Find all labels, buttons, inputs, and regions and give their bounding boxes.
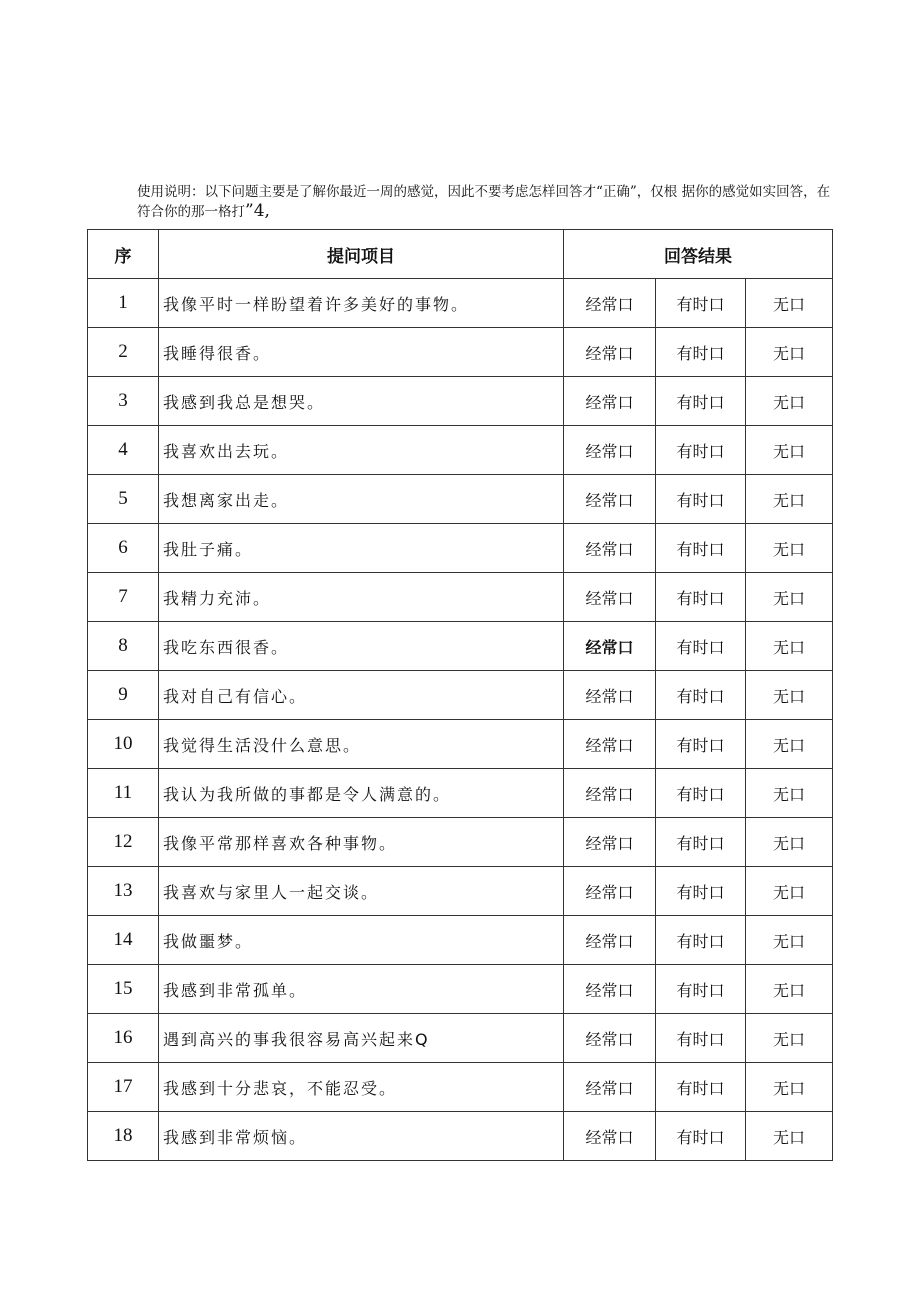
table-row [88,475,833,524]
option-often[interactable]: 经常口 [564,965,656,1014]
row-index: 16 [88,1014,159,1063]
option-often[interactable]: 经常口 [564,818,656,867]
table-row [88,671,833,720]
option-often[interactable]: 经常口 [564,1112,656,1161]
option-never[interactable]: 无口 [746,426,833,475]
row-question: 遇到高兴的事我很容易高兴起来Q [159,1014,564,1063]
row-index: 18 [88,1112,159,1161]
row-index: 2 [88,328,159,377]
row-index: 7 [88,573,159,622]
row-index: 3 [88,377,159,426]
option-sometimes[interactable]: 有时口 [656,867,746,916]
row-question: 我想离家出走。 [159,475,564,524]
table-row [88,769,833,818]
row-index: 17 [88,1063,159,1112]
table-row [88,965,833,1014]
option-sometimes[interactable]: 有时口 [656,279,746,328]
table-row [88,328,833,377]
option-never[interactable]: 无口 [746,1112,833,1161]
table-row [88,1063,833,1112]
option-never[interactable]: 无口 [746,769,833,818]
table-row [88,916,833,965]
row-index: 1 [88,279,159,328]
row-index: 12 [88,818,159,867]
option-sometimes[interactable]: 有时口 [656,769,746,818]
option-often[interactable]: 经常口 [564,671,656,720]
row-index: 6 [88,524,159,573]
row-question: 我感到我总是想哭。 [159,377,564,426]
option-often[interactable]: 经常口 [564,475,656,524]
option-often[interactable]: 经常口 [564,622,656,671]
option-often[interactable]: 经常口 [564,524,656,573]
option-never[interactable]: 无口 [746,377,833,426]
row-index: 13 [88,867,159,916]
row-index: 10 [88,720,159,769]
option-sometimes[interactable]: 有时口 [656,426,746,475]
option-often[interactable]: 经常口 [564,1063,656,1112]
option-often[interactable]: 经常口 [564,1014,656,1063]
table-row [88,573,833,622]
row-question: 我睡得很香。 [159,328,564,377]
option-sometimes[interactable]: 有时口 [656,671,746,720]
option-never[interactable]: 无口 [746,475,833,524]
option-never[interactable]: 无口 [746,573,833,622]
row-question: 我对自己有信心。 [159,671,564,720]
table-row [88,1112,833,1161]
table-row [88,818,833,867]
option-never[interactable]: 无口 [746,818,833,867]
option-often[interactable]: 经常口 [564,720,656,769]
option-sometimes[interactable]: 有时口 [656,1014,746,1063]
table-row [88,279,833,328]
row-question: 我感到非常烦恼。 [159,1112,564,1161]
row-question: 我认为我所做的事都是令人满意的。 [159,769,564,818]
row-question: 我像平常那样喜欢各种事物。 [159,818,564,867]
row-index: 5 [88,475,159,524]
option-never[interactable]: 无口 [746,671,833,720]
row-question: 我吃东西很香。 [159,622,564,671]
option-never[interactable]: 无口 [746,524,833,573]
row-question: 我肚子痛。 [159,524,564,573]
row-question: 我喜欢出去玩。 [159,426,564,475]
option-sometimes[interactable]: 有时口 [656,573,746,622]
table-header-row [88,230,833,279]
option-sometimes[interactable]: 有时口 [656,377,746,426]
option-sometimes[interactable]: 有时口 [656,1063,746,1112]
instructions-tail: ”4, [245,201,270,221]
instructions [137,183,837,222]
option-often[interactable]: 经常口 [564,573,656,622]
option-sometimes[interactable]: 有时口 [656,328,746,377]
option-never[interactable]: 无口 [746,328,833,377]
option-never[interactable]: 无口 [746,622,833,671]
row-question: 我像平时一样盼望着许多美好的事物。 [159,279,564,328]
header-answer: 回答结果 [564,230,833,279]
header-question: 提问项目 [159,230,564,279]
option-never[interactable]: 无口 [746,720,833,769]
option-never[interactable]: 无口 [746,867,833,916]
option-sometimes[interactable]: 有时口 [656,916,746,965]
table-row [88,426,833,475]
row-index: 9 [88,671,159,720]
table-row [88,720,833,769]
option-often[interactable]: 经常口 [564,867,656,916]
option-sometimes[interactable]: 有时口 [656,720,746,769]
option-sometimes[interactable]: 有时口 [656,818,746,867]
row-question: 我感到十分悲哀，不能忍受。 [159,1063,564,1112]
survey-table [87,229,833,1161]
table-row [88,377,833,426]
option-often[interactable]: 经常口 [564,769,656,818]
row-question: 我喜欢与家里人一起交谈。 [159,867,564,916]
option-never[interactable]: 无口 [746,916,833,965]
option-never[interactable]: 无口 [746,1063,833,1112]
row-index: 8 [88,622,159,671]
table-row [88,1014,833,1063]
option-sometimes[interactable]: 有时口 [656,1112,746,1161]
option-sometimes[interactable]: 有时口 [656,524,746,573]
row-question: 我感到非常孤单。 [159,965,564,1014]
option-never[interactable]: 无口 [746,965,833,1014]
row-question: 我做噩梦。 [159,916,564,965]
option-often[interactable]: 经常口 [564,328,656,377]
row-index: 4 [88,426,159,475]
row-question: 我觉得生活没什么意思。 [159,720,564,769]
table-row [88,622,833,671]
table-row [88,867,833,916]
option-never[interactable]: 无口 [746,1014,833,1063]
row-index: 14 [88,916,159,965]
row-index: 15 [88,965,159,1014]
row-question: 我精力充沛。 [159,573,564,622]
option-often[interactable]: 经常口 [564,279,656,328]
option-sometimes[interactable]: 有时口 [656,965,746,1014]
header-index: 序 [88,230,159,279]
option-often[interactable]: 经常口 [564,377,656,426]
row-index: 11 [88,769,159,818]
option-sometimes[interactable]: 有时口 [656,622,746,671]
option-never[interactable]: 无口 [746,279,833,328]
option-sometimes[interactable]: 有时口 [656,475,746,524]
option-often[interactable]: 经常口 [564,426,656,475]
option-often[interactable]: 经常口 [564,916,656,965]
table-row [88,524,833,573]
instructions-text: 使用说明：以下问题主要是了解你最近一周的感觉，因此不要考虑怎样回答才“正确”，仅根 据你的感觉如实回答，在符合你的那一格打 [137,184,831,220]
